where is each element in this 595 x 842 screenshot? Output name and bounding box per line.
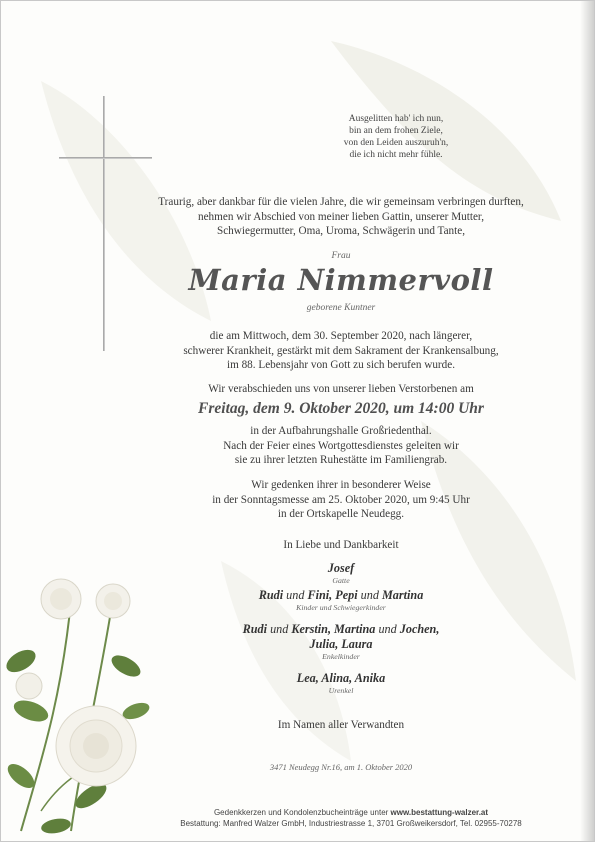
husband-role: Gatte	[332, 576, 350, 585]
child-name: Pepi	[335, 588, 358, 602]
child-name: Martina	[381, 588, 424, 602]
poem-line: bin an dem frohen Ziele,	[349, 126, 443, 136]
place-date: 3471 Neudegg Nr.16, am 1. Oktober 2020	[269, 762, 413, 772]
children-role: Kinder und Schwiegerkinder	[296, 603, 386, 612]
grandchild-name: Jochen,	[399, 622, 440, 636]
family-husband	[121, 561, 561, 586]
poem-line: von den Leiden auszuruh'n,	[343, 138, 449, 148]
conjunction: und	[270, 622, 289, 636]
birth-name: geborene Kuntner	[306, 303, 376, 313]
title-prefix: Frau	[331, 251, 351, 261]
farewell-intro: Wir verabschieden uns von unserer lieben Verstorbenen am	[208, 383, 474, 395]
death-notice	[121, 329, 561, 373]
family-children	[121, 588, 561, 613]
conjunction: und	[286, 588, 305, 602]
poem-line: Ausgelitten hab' ich nun,	[348, 114, 444, 124]
mass-line: in der Ortskapelle Neudegg.	[277, 508, 405, 520]
conjunction: und	[378, 622, 397, 636]
grandchildren-names-2: Julia, Laura	[309, 637, 373, 651]
farewell-line: Nach der Feier eines Wortgottesdienstes geleiten wir	[223, 439, 459, 452]
website-link[interactable]: www.bestattung-walzer.at	[390, 808, 489, 817]
deceased-name: Maria Nimmervoll	[188, 263, 494, 297]
farewell-line: in der Aufbahrungshalle Großriedenthal.	[250, 425, 432, 437]
poem	[301, 113, 491, 161]
child-name: Rudi	[258, 588, 284, 602]
cross-icon-horizontal	[59, 157, 152, 159]
love-line: In Liebe und Dankbarkeit	[283, 539, 399, 551]
great-grandchildren-role: Urenkel	[328, 686, 354, 695]
family-great-grandchildren	[121, 671, 561, 696]
great-grandchildren-names: Lea, Alina, Anika	[296, 671, 386, 685]
family-grandchildren	[121, 622, 561, 662]
white-roses-illustration	[1, 561, 171, 841]
grandchildren-names	[121, 622, 561, 637]
farewell-date: Freitag, dem 9. Oktober 2020, um 14:00 Uhr	[198, 400, 484, 417]
intro-line: Schwiegermutter, Oma, Uroma, Schwägerin und Tante,	[216, 225, 466, 237]
footer-line-1	[121, 807, 581, 818]
farewell-line: sie zu ihrer letzten Ruhestätte im Familiengrab.	[234, 454, 448, 466]
footer-line-2: Bestattung: Manfred Walzer GmbH, Industriestrasse 1, 3701 Großweikersdorf, Tel. 02955-70278	[180, 819, 522, 828]
intro-text	[121, 195, 561, 239]
husband-name: Josef	[327, 561, 355, 575]
cross-icon-vertical	[103, 96, 105, 351]
conjunction: und	[360, 588, 379, 602]
death-notice-line: schwerer Krankheit, gestärkt mit dem Sakrament der Krankensalbung,	[183, 344, 499, 357]
mass-line: Wir gedenken ihrer in besonderer Weise	[251, 479, 431, 491]
memorial-mass	[121, 478, 561, 522]
poem-line: die ich nicht mehr fühle.	[349, 150, 443, 160]
grandchild-name: Kerstin, Martina	[291, 622, 376, 636]
footer	[121, 807, 581, 829]
intro-line: Traurig, aber dankbar für die vielen Jahre, die wir gemeinsam verbringen durften,	[158, 196, 524, 208]
child-name: Fini,	[307, 588, 333, 602]
children-names	[121, 588, 561, 603]
footer-text: Gedenkkerzen und Kondolenzbucheinträge unter	[213, 808, 389, 817]
grandchild-name: Rudi	[242, 622, 268, 636]
mass-line: in der Sonntagsmesse am 25. Oktober 2020, um 9:45 Uhr	[212, 493, 470, 506]
death-notice-line: im 88. Lebensjahr von Gott zu sich berufen wurde.	[226, 359, 456, 371]
death-notice-line: die am Mittwoch, dem 30. September 2020, nach längerer,	[209, 330, 473, 342]
grandchildren-role: Enkelkinder	[322, 652, 360, 661]
on-behalf-line: Im Namen aller Verwandten	[277, 719, 405, 731]
page-edge-shadow	[580, 1, 594, 841]
farewell-details	[121, 424, 561, 468]
intro-line: nehmen wir Abschied von meiner lieben Gattin, unserer Mutter,	[198, 210, 484, 223]
